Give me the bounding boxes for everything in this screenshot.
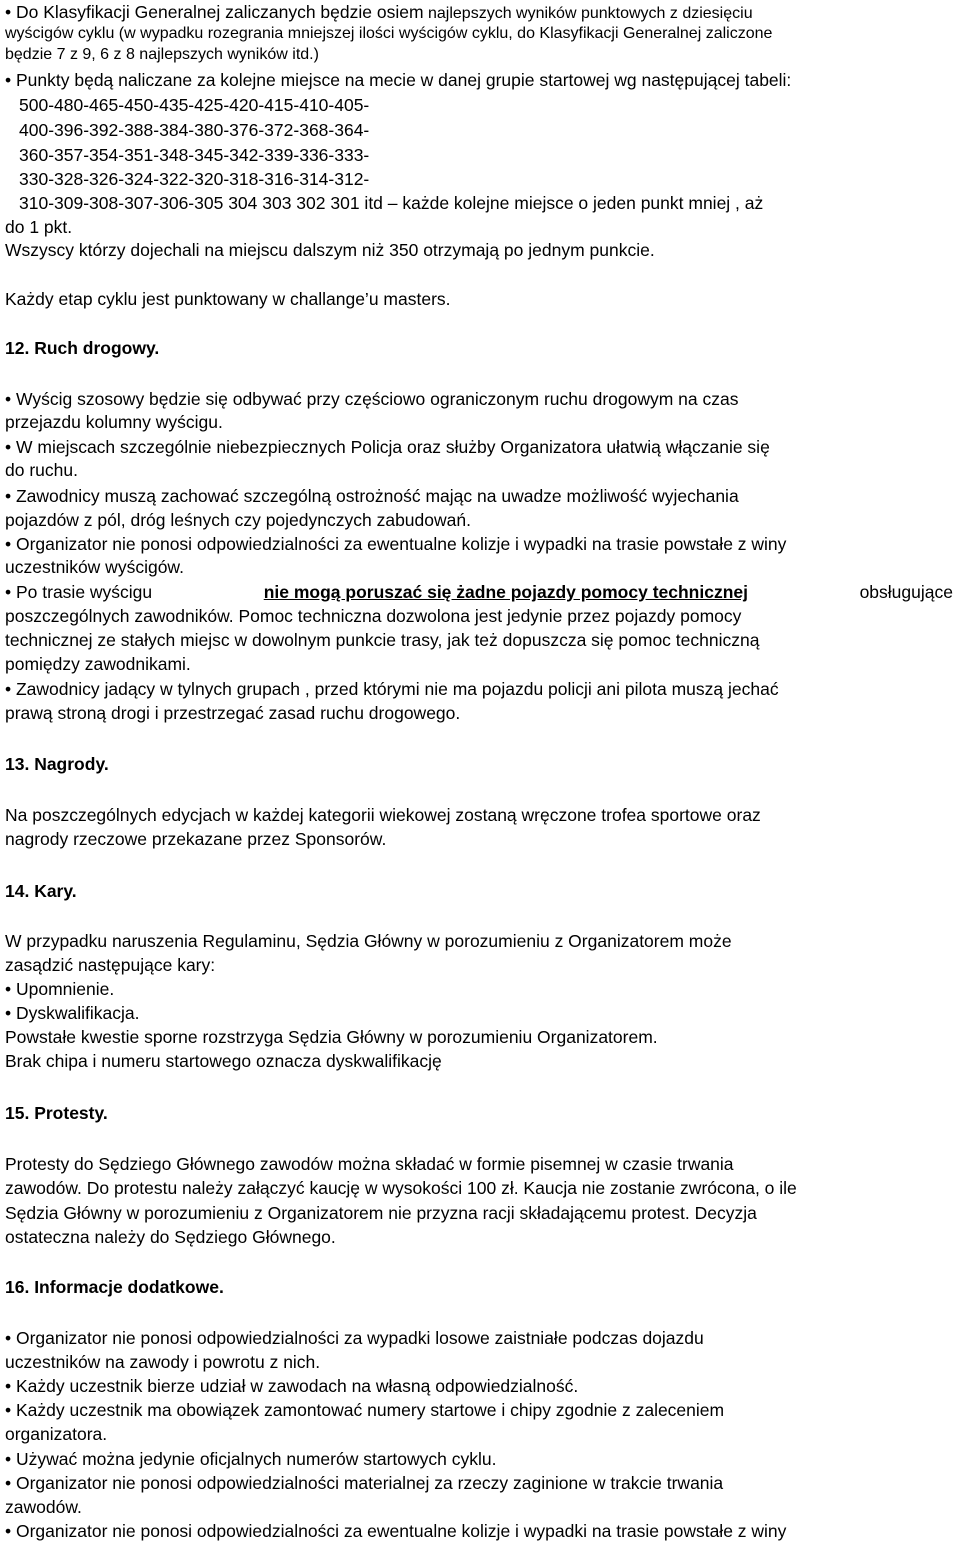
section-13-line: nagrody rzeczowe przekazane przez Sponsorów.: [5, 829, 387, 849]
section-12-line: pojazdów z pól, dróg leśnych czy pojedynczych zabudowań.: [5, 510, 471, 530]
points-row: 310-309-308-307-306-305 304 303 302 301 itd – każde kolejne miejsce o jeden punkt mniej , aż: [19, 193, 764, 213]
tech-support-emphasis: nie mogą poruszać się żadne pojazdy pomocy technicznej: [263, 582, 749, 602]
section-16-line: zawodów.: [5, 1497, 82, 1517]
section-14-line: • Dyskwalifikacja.: [5, 1003, 140, 1023]
points-row: 360-357-354-351-348-345-342-339-336-333-: [19, 145, 370, 165]
section-15-line: ostateczna należy do Sędziego Głównego.: [5, 1227, 336, 1247]
tech-support-line: pomiędzy zawodnikami.: [5, 654, 191, 674]
tech-support-line: [5, 606, 953, 626]
points-intro: • Punkty będą naliczane za kolejne miejsce na mecie w danej grupie startowej wg następującej tabeli:: [5, 70, 792, 90]
section-16-line: organizatora.: [5, 1424, 108, 1444]
section-15-line: zawodów. Do protestu należy załączyć kaucję w wysokości 100 zł. Kaucja nie zostanie zwrócona, o ile: [5, 1178, 797, 1198]
tech-support-line: technicznej ze stałych miejsc w dowolnym punkcie trasy, jak też dopuszcza się pomoc techniczną: [5, 630, 760, 650]
section-14-line: W przypadku naruszenia Regulaminu, Sędzia Główny w porozumieniu z Organizatorem może: [5, 931, 732, 951]
section-16-line: • Każdy uczestnik ma obowiązek zamontować numery startowe i chipy zgodnie z zaleceniem: [5, 1400, 725, 1420]
section-13-line: Na poszczególnych edycjach w każdej kategorii wiekowej zostaną wręczone trofea sportowe oraz: [5, 805, 761, 825]
section-12-line: • W miejscach szczególnie niebezpiecznych Policja oraz służby Organizatora ułatwią włączanie się: [5, 437, 770, 457]
section-16-line: uczestników na zawody i powrotu z nich.: [5, 1352, 321, 1372]
section-16-line: • Organizator nie ponosi odpowiedzialności za ewentualne kolizje i wypadki na trasie powstałe z winy: [5, 1521, 787, 1541]
section-12-line: uczestników wyścigów.: [5, 557, 184, 577]
section-15-line: Protesty do Sędziego Głównego zawodów można składać w formie pisemnej w czasie trwania: [5, 1154, 734, 1174]
classification-text-small: najlepszych wyników punktowych z dziesięciu: [423, 5, 753, 22]
section-16-line: • Używać można jedynie oficjalnych numerów startowych cyklu.: [5, 1449, 497, 1469]
tech-support-post: obsługujące: [859, 582, 953, 602]
section-16-heading: 16. Informacje dodatkowe.: [5, 1277, 224, 1297]
rear-groups-line: • Zawodnicy jadący w tylnych grupach , przed którymi nie ma pojazdu policji ani pilota muszą jechać: [5, 679, 779, 699]
classification-text-large: • Do Klasyfikacji Generalnej zaliczanych będzie osiem: [5, 2, 424, 22]
section-16-line: • Organizator nie ponosi odpowiedzialności za wypadki losowe zaistniałe podczas dojazdu: [5, 1328, 704, 1348]
section-16-line: • Organizator nie ponosi odpowiedzialności materialnej za rzeczy zaginione w trakcie trwania: [5, 1473, 724, 1493]
points-tail: do 1 pkt.: [5, 217, 73, 237]
section-14-line: • Upomnienie.: [5, 979, 115, 999]
tech-support-line: [5, 582, 953, 602]
masters-note: Każdy etap cyklu jest punktowany w challange’u masters.: [5, 289, 451, 309]
section-12-line: przejazdu kolumny wyścigu.: [5, 412, 223, 432]
rear-groups-line: prawą stroną drogi i przestrzegać zasad ruchu drogowego.: [5, 703, 461, 723]
classification-line-1: [5, 2, 753, 24]
tech-support-pre: • Po trasie wyścigu: [5, 582, 153, 602]
section-14-line: zasądzić następujące kary:: [5, 955, 216, 975]
section-14-line: Brak chipa i numeru startowego oznacza dyskwalifikację: [5, 1051, 442, 1071]
section-12-line: • Wyścig szosowy będzie się odbywać przy częściowo ograniczonym ruchu drogowym na czas: [5, 389, 739, 409]
classification-line-2: wyścigów cyklu (w wypadku rozegrania mniejszej ilości wyścigów cyklu, do Klasyfikacji Generalnej zaliczone: [5, 25, 773, 42]
points-row: 400-396-392-388-384-380-376-372-368-364-: [19, 120, 370, 140]
section-15-line: Sędzia Główny w porozumieniu z Organizatorem nie przyzna racji składającemu protest. Decyzja: [5, 1203, 757, 1223]
tech-support-text: poszczególnych zawodników. Pomoc techniczna dozwolona jest jedynie przez pojazdy pomocy: [5, 606, 742, 626]
section-12-line: • Organizator nie ponosi odpowiedzialności za ewentualne kolizje i wypadki na trasie powstałe z winy: [5, 534, 787, 554]
section-12-heading: 12. Ruch drogowy.: [5, 338, 160, 358]
section-16-line: • Każdy uczestnik bierze udział w zawodach na własną odpowiedzialność.: [5, 1376, 579, 1396]
beyond-350-note: Wszyscy którzy dojechali na miejscu dalszym niż 350 otrzymają po jednym punkcie.: [5, 240, 655, 260]
section-12-line: do ruchu.: [5, 460, 78, 480]
section-12-line: • Zawodnicy muszą zachować szczególną ostrożność mając na uwadze możliwość wyjechania: [5, 486, 739, 506]
section-15-heading: 15. Protesty.: [5, 1103, 108, 1123]
section-14-heading: 14. Kary.: [5, 881, 77, 901]
points-row: 330-328-326-324-322-320-318-316-314-312-: [19, 169, 370, 189]
section-13-heading: 13. Nagrody.: [5, 754, 109, 774]
points-row: 500-480-465-450-435-425-420-415-410-405-: [19, 95, 370, 115]
section-14-line: Powstałe kwestie sporne rozstrzyga Sędzia Główny w porozumieniu Organizatorem.: [5, 1027, 658, 1047]
classification-line-3: będzie 7 z 9, 6 z 8 najlepszych wyników itd.): [5, 46, 319, 63]
